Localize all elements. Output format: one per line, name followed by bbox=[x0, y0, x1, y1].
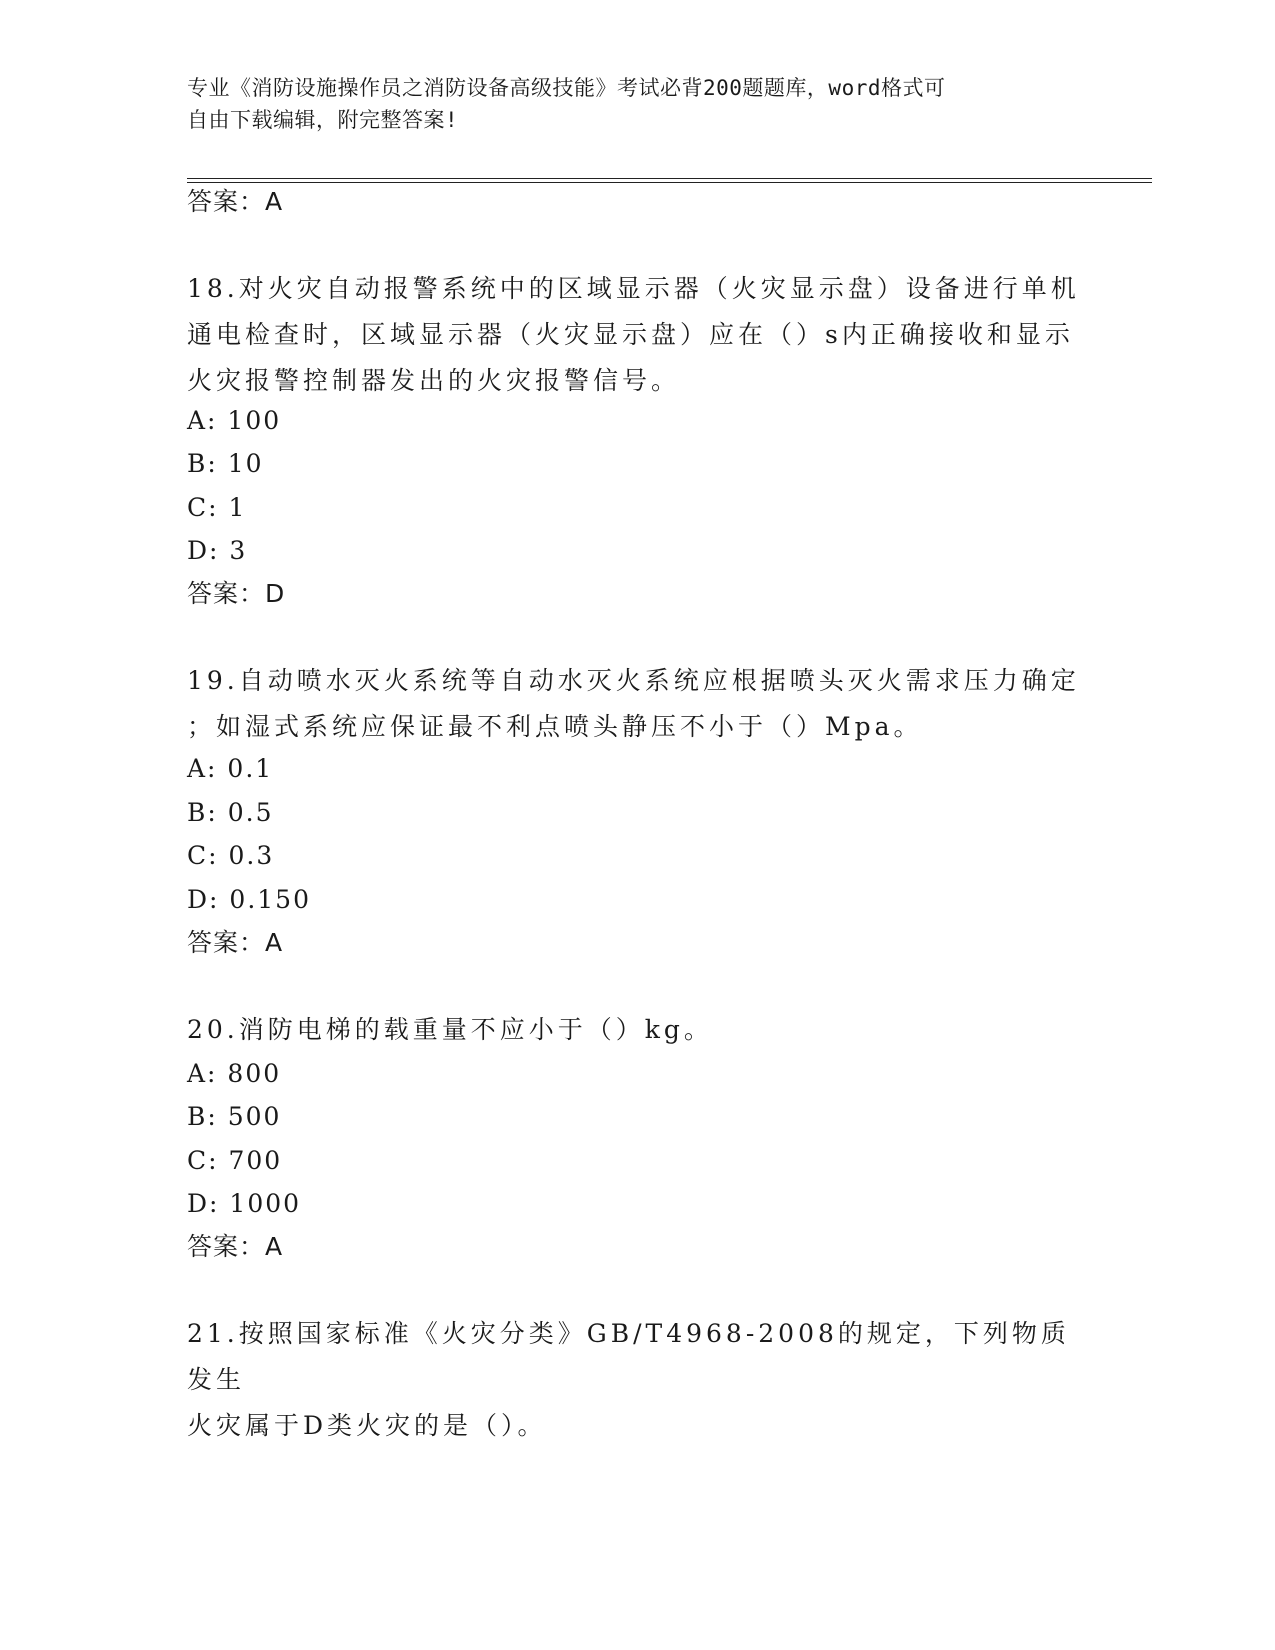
option-b: B: 0.5 bbox=[187, 798, 274, 827]
header-line-2: 自由下载编辑，附完整答案! bbox=[187, 108, 459, 132]
document-header bbox=[187, 72, 1067, 136]
question-text-line: 火灾属于D类火灾的是（）。 bbox=[187, 1411, 547, 1440]
question-text-line: ；如湿式系统应保证最不利点喷头静压不小于（）Mpa。 bbox=[187, 712, 923, 741]
option-b: B: 10 bbox=[187, 449, 264, 478]
question-text-line: 20.消防电梯的载重量不应小于（）kg。 bbox=[187, 1015, 713, 1044]
answer-line: 答案：D bbox=[187, 579, 286, 608]
header-line-1: 专业《消防设施操作员之消防设备高级技能》考试必背200题题库，word格式可 bbox=[187, 76, 946, 100]
option-d: D: 0.150 bbox=[187, 885, 311, 914]
question-18 bbox=[187, 266, 1087, 404]
option-b: B: 500 bbox=[187, 1102, 282, 1131]
question-21 bbox=[187, 1311, 1087, 1449]
option-d: D: 1000 bbox=[187, 1189, 302, 1218]
answer-line: 答案：A bbox=[187, 187, 284, 216]
question-text-line: 21.按照国家标准《火灾分类》GB/T4968-2008的规定，下列物质发生 bbox=[187, 1319, 1070, 1394]
question-text-line: 火灾报警控制器发出的火灾报警信号。 bbox=[187, 366, 681, 395]
option-d: D: 3 bbox=[187, 536, 248, 565]
option-c: C: 0.3 bbox=[187, 841, 275, 870]
question-19 bbox=[187, 658, 1087, 750]
option-c: C: 1 bbox=[187, 493, 247, 522]
question-20 bbox=[187, 1007, 1087, 1053]
answer-line: 答案：A bbox=[187, 928, 284, 957]
question-text-line: 通电检查时，区域显示器（火灾显示盘）应在（）s内正确接收和显示 bbox=[187, 320, 1074, 349]
option-a: A: 800 bbox=[187, 1059, 282, 1088]
option-c: C: 700 bbox=[187, 1146, 283, 1175]
header-divider bbox=[187, 178, 1152, 183]
option-a: A: 0.1 bbox=[187, 754, 274, 783]
question-text-line: 19.自动喷水灭火系统等自动水灭火系统应根据喷头灭火需求压力确定 bbox=[187, 666, 1080, 695]
option-a: A: 100 bbox=[187, 406, 282, 435]
question-text-line: 18.对火灾自动报警系统中的区域显示器（火灾显示盘）设备进行单机 bbox=[187, 274, 1080, 303]
answer-line: 答案：A bbox=[187, 1232, 284, 1261]
